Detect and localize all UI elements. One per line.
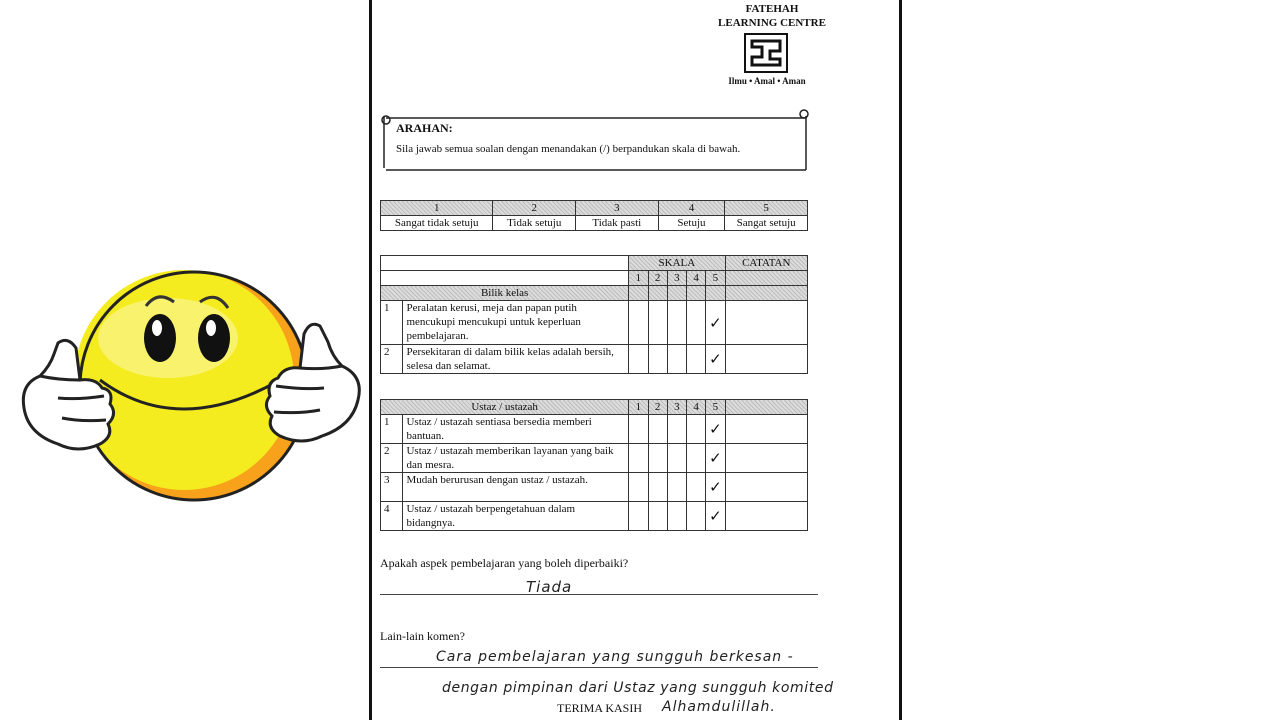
tick-mark-icon: ✓: [706, 345, 725, 374]
org-name-line1: FATEHAH: [745, 3, 799, 15]
row-number: 1: [381, 301, 403, 345]
row-number: 1: [381, 415, 403, 444]
catatan-header: CATATAN: [725, 256, 807, 271]
question-improve-label: Apakah aspek pembelajaran yang boleh diperbaiki?: [380, 556, 629, 570]
scale-number: 3: [667, 400, 686, 415]
terima-kasih: TERIMA KASIH: [557, 701, 643, 715]
scale-legend-labels: [381, 216, 808, 231]
legend-label: Sangat setuju: [725, 216, 808, 231]
scale-number: 1: [629, 400, 648, 415]
legend-num: 1: [381, 201, 493, 216]
tick-mark-icon: ✓: [706, 415, 725, 444]
tick-mark-icon: ✓: [706, 473, 725, 502]
org-name: [702, 2, 842, 30]
section-title: Ustaz / ustazah: [381, 400, 629, 415]
row-statement: Ustaz / ustazah berpengetahuan dalam bidangnya.: [403, 502, 629, 531]
motto: Ilmu • Amal • Aman: [728, 76, 806, 86]
scale-number: 2: [648, 400, 667, 415]
section-title: Bilik kelas: [381, 286, 629, 301]
signoff: Alhamdulillah.: [662, 699, 776, 715]
scale-number: 1: [629, 271, 648, 286]
org-name-line2: LEARNING CENTRE: [718, 17, 826, 29]
row-number: 4: [381, 502, 403, 531]
smiley-thumbs-up-icon: [18, 268, 370, 518]
survey-table-bilik-kelas: [380, 255, 808, 374]
table-row: [381, 301, 808, 345]
table-row: [381, 415, 808, 444]
scale-number: 4: [687, 400, 706, 415]
arahan-title: ARAHAN:: [396, 121, 453, 135]
legend-label: Setuju: [658, 216, 725, 231]
legend-num: 3: [576, 201, 659, 216]
row-number: 2: [381, 444, 403, 473]
row-number: 2: [381, 345, 403, 374]
tick-mark-icon: ✓: [706, 502, 725, 531]
legend-label: Tidak pasti: [576, 216, 659, 231]
answer-improve: Tiada: [526, 578, 573, 596]
table-row: [381, 502, 808, 531]
table-row: [381, 473, 808, 502]
scale-legend-numbers: [381, 201, 808, 216]
survey-table-ustaz: [380, 399, 808, 531]
row-statement: Ustaz / ustazah sentiasa bersedia memberi bantuan.: [403, 415, 629, 444]
scale-number: 5: [706, 271, 725, 286]
question-comments-label: Lain-lain komen?: [380, 629, 465, 643]
arahan-scroll-frame: [380, 108, 810, 172]
logo-icon: [744, 33, 788, 73]
table-row: [381, 345, 808, 374]
table-row: [381, 444, 808, 473]
row-statement: Peralatan kerusi, meja dan papan putih mencukupi mencukupi untuk keperluan pembelajaran.: [403, 301, 629, 345]
tick-mark-icon: ✓: [706, 444, 725, 473]
scale-legend-table: [380, 200, 808, 231]
scale-number: 4: [687, 271, 706, 286]
row-statement: Persekitaran di dalam bilik kelas adalah bersih, selesa dan selamat.: [403, 345, 629, 374]
legend-num: 2: [493, 201, 576, 216]
legend-num: 5: [725, 201, 808, 216]
tick-mark-icon: ✓: [706, 301, 725, 345]
skala-header: SKALA: [629, 256, 725, 271]
feedback-form-page: [369, 0, 902, 720]
scale-number: 2: [648, 271, 667, 286]
answer-comment-line2: dengan pimpinan dari Ustaz yang sungguh komited: [442, 680, 834, 696]
row-statement: Mudah berurusan dengan ustaz / ustazah.: [403, 473, 629, 502]
arahan-text: Sila jawab semua soalan dengan menandakan (/) berpandukan skala di bawah.: [396, 143, 741, 155]
legend-label: Tidak setuju: [493, 216, 576, 231]
row-number: 3: [381, 473, 403, 502]
row-statement: Ustaz / ustazah memberikan layanan yang baik dan mesra.: [403, 444, 629, 473]
answer-comment-line1: Cara pembelajaran yang sungguh berkesan -: [436, 649, 794, 665]
answer-line-1: [380, 576, 818, 595]
scale-number: 3: [667, 271, 686, 286]
legend-label: Sangat tidak setuju: [381, 216, 493, 231]
scale-number: 5: [706, 400, 725, 415]
legend-num: 4: [658, 201, 725, 216]
